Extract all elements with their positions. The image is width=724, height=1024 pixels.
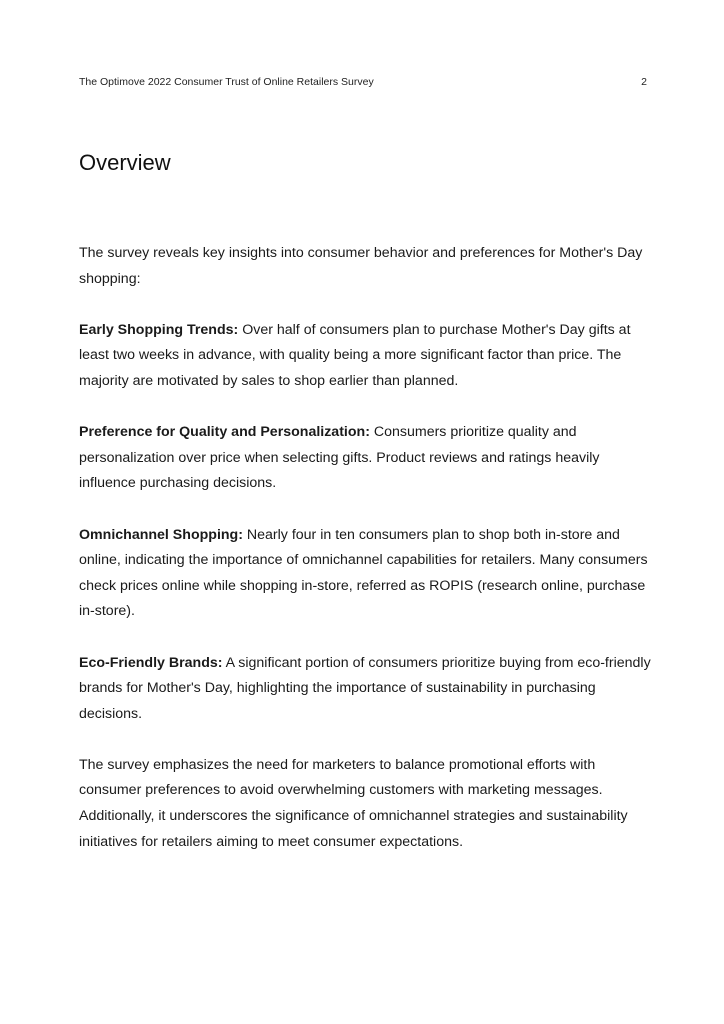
section-label: Eco-Friendly Brands: bbox=[79, 654, 223, 671]
section-label: Preference for Quality and Personalization: bbox=[79, 424, 370, 441]
page-number: 2 bbox=[641, 76, 647, 88]
section-omnichannel bbox=[79, 523, 651, 625]
section-early-shopping bbox=[79, 318, 651, 395]
running-title: The Optimove 2022 Consumer Trust of Online Retailers Survey bbox=[79, 76, 374, 88]
section-label: Omnichannel Shopping: bbox=[79, 526, 243, 543]
page-header bbox=[79, 76, 647, 88]
body-content bbox=[79, 241, 651, 881]
section-text: Consumers prioritize quality and personalization over price when selecting gifts. Product reviews and ratings heavily influence purchasing decisions. bbox=[79, 424, 600, 492]
section-text: Over half of consumers plan to purchase Mother's Day gifts at least two weeks in advance, with quality being a more significant factor than price. The majority are motivated by sales to shop earlier than planned. bbox=[79, 321, 631, 389]
conclusion-paragraph: The survey emphasizes the need for marketers to balance promotional efforts with consumer preferences to avoid overwhelming customers with marketing messages. Additionally, it underscores the significance of omnichannel strategies and sustainability initiatives for retailers aiming to meet consumer expectations. bbox=[79, 756, 628, 850]
intro-paragraph: The survey reveals key insights into consumer behavior and preferences for Mother's Day shopping: bbox=[79, 245, 643, 287]
section-label: Early Shopping Trends: bbox=[79, 321, 239, 338]
section-eco-friendly bbox=[79, 651, 651, 728]
page-title: Overview bbox=[79, 150, 171, 175]
section-quality-personalization bbox=[79, 420, 651, 497]
section-text: A significant portion of consumers prioritize buying from eco-friendly brands for Mother's Day, highlighting the importance of sustainability in purchasing decisions. bbox=[79, 654, 651, 722]
section-text: Nearly four in ten consumers plan to shop both in-store and online, indicating the importance of omnichannel capabilities for retailers. Many consumers check prices online while shopping in-store, referred as ROPIS (research online, purchase in-store). bbox=[79, 526, 648, 620]
